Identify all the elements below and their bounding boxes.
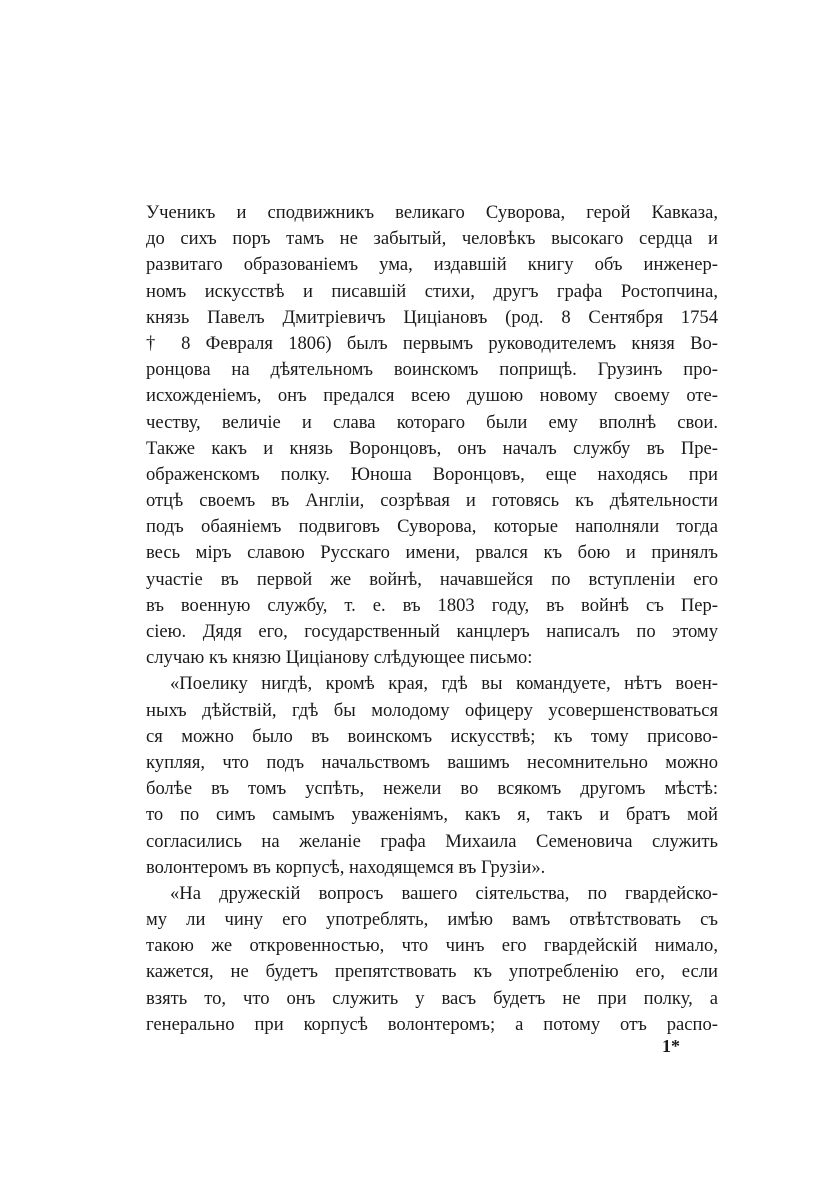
text-line: † 8 Февраля 1806) былъ первымъ руководителемъ князя Во- xyxy=(146,332,718,354)
text-line: волонтеромъ въ корпусѣ, находящемся въ Грузіи». xyxy=(146,856,546,878)
text-line: сіею. Дядя его, государственный канцлеръ написалъ по этому xyxy=(146,621,718,642)
text-line: такою же откровенностью, что чинъ его гвардейскій нимало, xyxy=(146,935,718,957)
text-line: номъ искусствѣ и писавшій стихи, другъ графа Ростопчина, xyxy=(146,280,718,302)
text-line: му ли чину его употреблять, имѣю вамъ отвѣтствовать съ xyxy=(146,909,718,931)
body-text xyxy=(146,200,718,1038)
text-line: взять то, что онъ служить у васъ будетъ не при полку, а xyxy=(146,987,718,1009)
text-line: кажется, не будетъ препятствовать къ употребленію его, если xyxy=(146,961,718,983)
text-line: Ученикъ и сподвижникъ великаго Суворова, герой Кавказа, xyxy=(146,202,718,223)
text-line: «Поелику нигдѣ, кромѣ края, гдѣ вы командуете, нѣтъ воен- xyxy=(170,673,718,695)
text-line: участіе въ первой же войнѣ, начавшейся по вступленіи его xyxy=(146,568,718,590)
text-line: Также какъ и князь Воронцовъ, онъ началъ службу въ Пре- xyxy=(146,437,718,459)
text-line: честву, величіе и слава котораго были ему вполнѣ свои. xyxy=(146,411,718,433)
text-line: согласились на желаніе графа Михаила Семеновича служить xyxy=(146,830,718,852)
text-line: до сихъ поръ тамъ не забытый, человѣкъ высокаго сердца и xyxy=(146,228,718,250)
text-line: случаю къ князю Циціанову слѣдующее письмо: xyxy=(146,647,533,669)
text-line: исхожденіемъ, онъ предался всею душою новому своему оте- xyxy=(146,385,718,407)
text-line: генерально при корпусѣ волонтеромъ; а потому отъ распо- xyxy=(146,1013,718,1035)
text-line: ныхъ дѣйствій, гдѣ бы молодому офицеру усовершенствоваться xyxy=(146,699,718,721)
text-line: весь міръ славою Русскаго имени, рвался къ бою и принялъ xyxy=(146,542,718,564)
text-line: ронцова на дѣятельномъ воинскомъ поприщѣ. Грузинъ про- xyxy=(146,359,718,381)
page-number: 1* xyxy=(662,1036,680,1056)
text-line: купляя, что подъ начальствомъ вашимъ несомнительно можно xyxy=(146,751,718,773)
text-line: князь Павелъ Дмитріевичъ Циціановъ (род. 8 Сентября 1754 xyxy=(146,306,718,328)
text-line: болѣе въ томъ успѣть, нежели во всякомъ другомъ мѣстѣ: xyxy=(146,778,718,800)
text-line: подъ обаяніемъ подвиговъ Суворова, которые наполняли тогда xyxy=(146,516,718,538)
text-line: въ военную службу, т. е. въ 1803 году, въ войнѣ съ Пер- xyxy=(146,594,718,616)
text-line: отцѣ своемъ въ Англіи, созрѣвая и готовясь къ дѣятельности xyxy=(146,490,718,512)
text-line: развитаго образованіемъ ума, издавшій книгу объ инженер- xyxy=(146,254,718,276)
text-line: ображенскомъ полку. Юноша Воронцовъ, еще находясь при xyxy=(146,463,718,485)
text-line: то по симъ самымъ уваженіямъ, какъ я, такъ и братъ мой xyxy=(146,804,718,826)
text-line: ся можно было въ воинскомъ искусствѣ; къ тому присово- xyxy=(146,725,718,747)
text-line: «На дружескій вопросъ вашего сіятельства, по гвардейско- xyxy=(170,882,718,904)
